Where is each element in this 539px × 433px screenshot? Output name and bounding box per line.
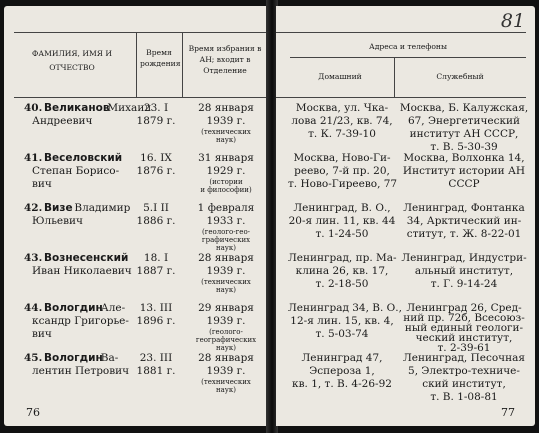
entry-department: (технических	[201, 378, 251, 386]
entry-department: географических	[195, 336, 257, 344]
entry-department: и философии)	[200, 186, 252, 194]
entry-office-address: 67, Энергетический	[407, 115, 521, 127]
entry-department: (истории	[209, 178, 243, 186]
right-header	[276, 32, 526, 98]
entry-given-name: Владимир	[74, 202, 131, 214]
entry-home-address: т. К. 7-39-10	[308, 128, 376, 140]
entry-election-date: 28 января	[198, 252, 254, 264]
entry-birth-date: 5.I II	[143, 202, 169, 214]
entry-birth-date: 13. III	[139, 302, 173, 314]
right-page	[276, 6, 535, 426]
corner-mark: 81	[500, 10, 525, 32]
folio-right: 77	[501, 406, 515, 419]
entry-surname: Вологдин	[44, 302, 103, 314]
entry-election-year: 1939 г.	[206, 315, 246, 327]
entry-home-address: т. Ново-Гиреево, 77	[288, 178, 398, 190]
birth-column-header: Время рождения	[140, 48, 181, 68]
entry-patronymic: Степан Борисо-	[32, 165, 120, 177]
office-column-header: Служебный	[436, 72, 484, 81]
entry-home-address: Эспероза 1,	[309, 365, 375, 377]
entry-surname: Веселовский	[44, 152, 123, 164]
entry-surname: Вознесенский	[44, 252, 129, 264]
entry-department: наук)	[215, 244, 237, 252]
entry-surname: Великанов	[44, 102, 110, 114]
entry-election-date: 29 января	[198, 302, 254, 314]
left-header	[14, 32, 266, 98]
entry-home-address: Ленинград 47,	[301, 352, 383, 364]
entry-department: наук)	[215, 344, 237, 352]
entry-department: (технических	[201, 128, 251, 136]
entry-office-address: ный единый геологи-	[404, 322, 524, 334]
entry-office-address: Институт истории АН	[402, 165, 526, 177]
entry-home-address: Ленинград, пр. Ма-	[288, 252, 397, 264]
entry-election-year: 1933 г.	[206, 215, 246, 227]
home-column-header: Домашний	[318, 72, 362, 81]
entry-office-address: 5, Электро-техниче-	[408, 365, 520, 377]
entry-department: (геолого-	[209, 328, 243, 336]
entry-office-address: Ленинград, Песочная	[403, 352, 525, 364]
entry-surname: Визе	[44, 202, 73, 214]
entry-home-address: кв. 1, т. В. 4-26-92	[292, 378, 392, 390]
entry-given-name: Михаил	[107, 102, 151, 114]
entry-department: наук)	[215, 386, 237, 394]
entry-home-address: 20-я лин. 11, кв. 44	[288, 215, 396, 227]
entry-patronymic: лентин Петрович	[32, 365, 130, 377]
entry-number: 41.	[24, 152, 43, 164]
entry-office-address: Ленинград, Индустри-	[401, 252, 527, 264]
entry-number: 43.	[24, 252, 43, 264]
entry-department: графических	[201, 236, 251, 244]
entry-election-date: 28 января	[198, 102, 254, 114]
entry-home-address: Ленинград 34, В. О.,	[288, 302, 402, 314]
entry-home-address: т. 1-24-50	[315, 228, 369, 240]
entry-patronymic: Юльевич	[32, 215, 83, 227]
entry-birth-year: 1879 г.	[136, 115, 176, 127]
entry-election-year: 1939 г.	[206, 115, 246, 127]
entry-birth-date: 16. IX	[140, 152, 172, 164]
entry-department: (технических	[201, 278, 251, 286]
entry-election-year: 1939 г.	[206, 265, 246, 277]
entry-office-address: Москва, Волхонка 14,	[403, 152, 525, 164]
entry-office-address: ческий институт,	[415, 332, 513, 344]
entry-office-address: ский институт,	[422, 378, 506, 390]
entry-birth-date: 18. I	[143, 252, 169, 264]
entry-office-address: ститут, т. Ж. 8-22-01	[406, 228, 522, 240]
entry-office-address: институт АН СССР,	[409, 128, 519, 140]
entry-office-address: т. В. 1-08-81	[430, 391, 498, 403]
entry-birth-year: 1886 г.	[136, 215, 176, 227]
entry-department: наук)	[215, 136, 237, 144]
entry-number: 42.	[24, 202, 43, 214]
entry-home-address: лова 21/23, кв. 74,	[291, 115, 393, 127]
entry-birth-year: 1887 г.	[136, 265, 176, 277]
entry-birth-date: 23. III	[139, 352, 173, 364]
entry-patronymic: ксандр Григорье-	[32, 315, 129, 327]
left-page	[4, 6, 268, 426]
entry-patronymic: Иван Николаевич	[32, 265, 132, 277]
entry-department: наук)	[215, 286, 237, 294]
entry-office-address: Москва, Б. Калужская,	[399, 102, 529, 114]
entry-office-address: Ленинград, Фонтанка	[403, 202, 525, 214]
entry-home-address: клина 26, кв. 17,	[295, 265, 389, 277]
entry-birth-date: 23. I	[143, 102, 169, 114]
addresses-group-header: Адреса и телефоны	[368, 42, 448, 51]
entry-birth-year: 1896 г.	[136, 315, 176, 327]
entry-home-address: 12-я лин. 15, кв. 4,	[290, 315, 394, 327]
entry-office-address: т. 2-39-61	[437, 342, 491, 354]
entry-election-date: 31 января	[198, 152, 254, 164]
entry-given-name: Але-	[100, 302, 126, 314]
entry-election-year: 1939 г.	[206, 365, 246, 377]
entry-department: (геолого-гео-	[201, 228, 251, 236]
entry-number: 40.	[24, 102, 43, 114]
entry-given-name: Ва-	[100, 352, 119, 364]
entry-patronymic: Андреевич	[32, 115, 93, 127]
election-column-header: Время избрания в АН; входит в Отделение	[188, 44, 262, 75]
entry-birth-year: 1876 г.	[136, 165, 176, 177]
entry-election-date: 1 февраля	[197, 202, 255, 214]
entry-office-address: альный институт,	[414, 265, 514, 277]
entry-home-address: т. 5-03-74	[315, 328, 369, 340]
entry-election-date: 28 января	[198, 352, 254, 364]
folio-left: 76	[26, 406, 40, 419]
entry-home-address: реево, 7-й пр. 20,	[294, 165, 390, 177]
entry-home-address: Москва, ул. Чка-	[295, 102, 389, 114]
name-column-header: ФАМИЛИЯ, ИМЯ И ОТЧЕСТВО	[32, 49, 112, 72]
entry-surname: Вологдин	[44, 352, 103, 364]
entry-home-address: Москва, Ново-Ги-	[293, 152, 391, 164]
entry-birth-year: 1881 г.	[136, 365, 176, 377]
entry-election-year: 1929 г.	[206, 165, 246, 177]
entry-office-address: ний пр. 72б, Всесоюз-	[403, 312, 525, 324]
entry-office-address: Ленинград 26, Сред-	[406, 302, 522, 314]
entry-office-address: т. В. 5-30-39	[430, 141, 498, 153]
entry-office-address: 34, Арктический ин-	[406, 215, 522, 227]
entry-patronymic-cont: вич	[32, 328, 52, 340]
entry-number: 44.	[24, 302, 43, 314]
entry-office-address: СССР	[448, 178, 480, 190]
entry-office-address: т. Г. 9-14-24	[430, 278, 498, 290]
entry-home-address: Ленинград, В. О.,	[293, 202, 391, 214]
entry-number: 45.	[24, 352, 43, 364]
entry-home-address: т. 2-18-50	[315, 278, 369, 290]
entry-patronymic-cont: вич	[32, 178, 52, 190]
